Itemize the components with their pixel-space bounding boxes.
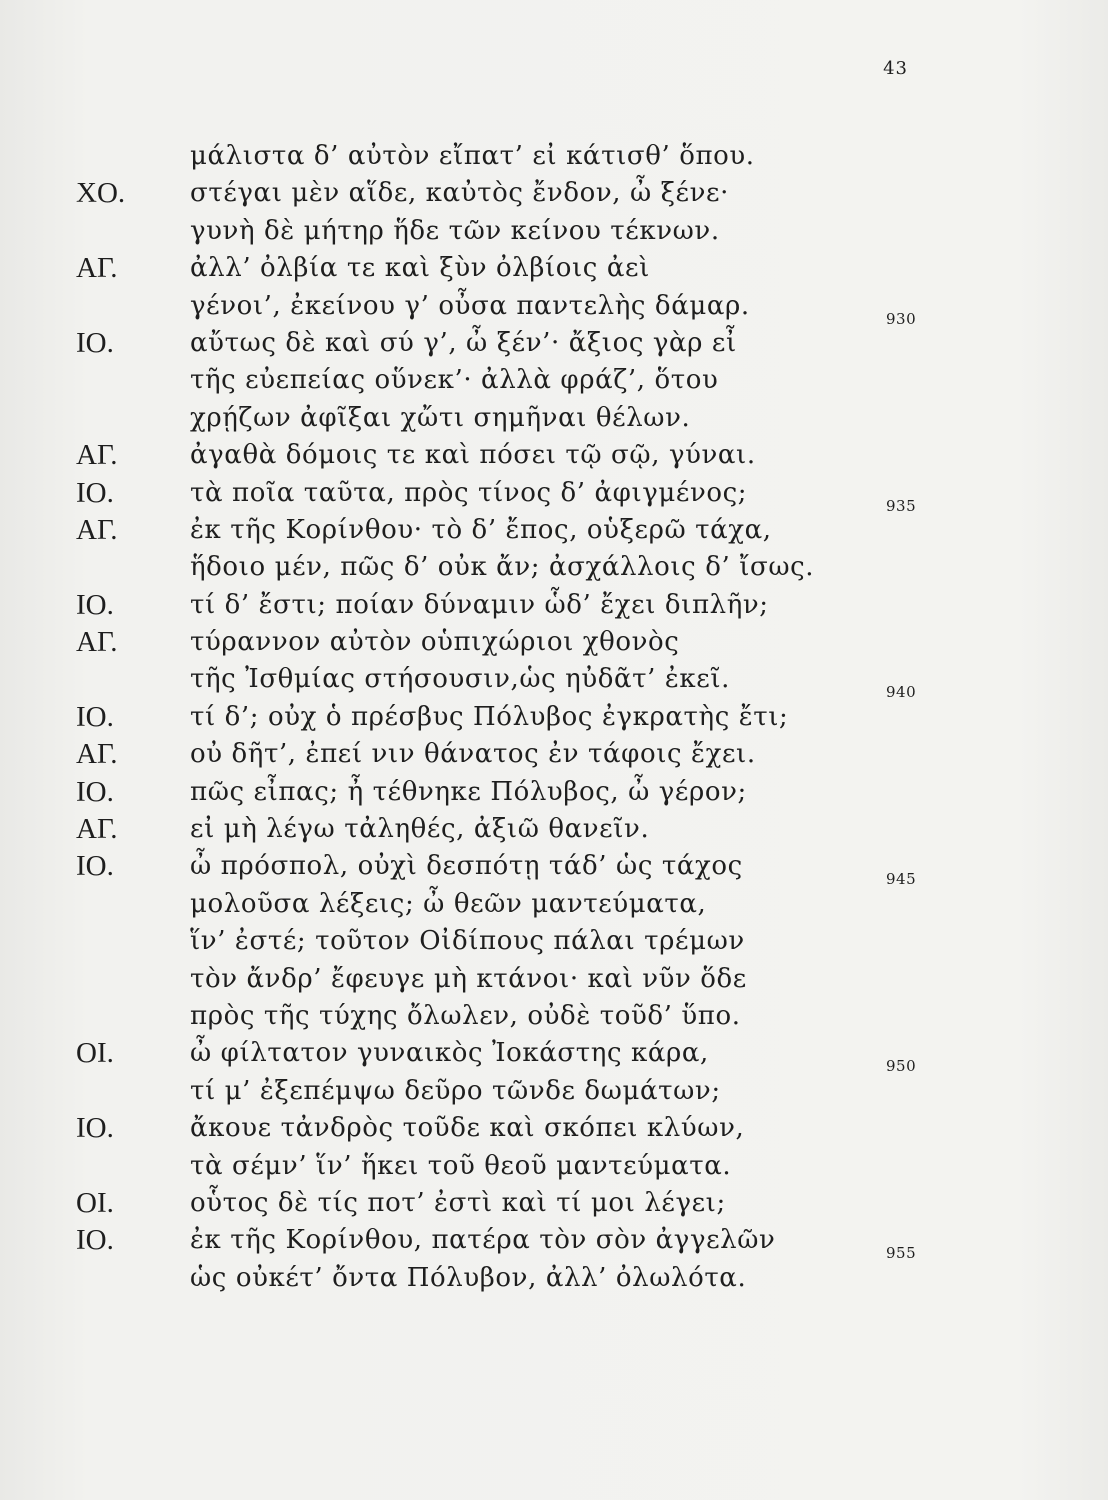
speaker-label: ΙΟ. [76, 700, 114, 733]
verse-line [0, 288, 1108, 328]
verse-line-text: ἄκουε τἀνδρὸς τοῦδε καὶ σκόπει κλύων, [190, 1113, 745, 1144]
verse-line-text: πῶς εἶπας; ἦ τέθνηκε Πόλυβος, ὦ γέρον; [190, 776, 747, 807]
verse-line [0, 250, 1108, 287]
verse-line-text: οὗτος δὲ τίς ποτ’ ἐστὶ καὶ τί μοι λέγει; [190, 1187, 726, 1218]
verse-line [0, 624, 1108, 661]
verse-line-text: τί δ’; οὐχ ὁ πρέσβυς Πόλυβος ἐγκρατὴς ἔτι; [190, 701, 789, 732]
verse-line-text: γένοι’, ἐκείνου γ’ οὖσα παντελὴς δάμαρ. [190, 290, 750, 321]
verse-line [0, 848, 1108, 889]
verse-line [0, 774, 1108, 811]
speaker-label: ΑΓ. [76, 813, 118, 846]
speaker-label: ΑΓ. [76, 738, 118, 771]
verse-line-text: τὸν ἄνδρ’ ἔφευγε μὴ κτάνοι· καὶ νῦν ὅδε [190, 963, 747, 994]
verse-line-text: χρῄζων ἀφῖξαι χὤτι σημῆναι θέλων. [190, 402, 691, 433]
verse-line-text: ὡς οὐκέτ’ ὄντα Πόλυβον, ἀλλ’ ὀλωλότα. [190, 1262, 747, 1293]
verse-line-text: στέγαι μὲν αἵδε, καὐτὸς ἔνδον, ὦ ξένε· [190, 178, 729, 209]
verse-line [0, 362, 1108, 399]
verse-line [0, 1073, 1108, 1110]
speaker-label: ΑΓ. [76, 252, 118, 285]
speaker-label: ΧΟ. [76, 177, 126, 210]
verse-line-text: τὰ σέμν’ ἵν’ ἥκει τοῦ θεοῦ μαντεύματα. [190, 1150, 732, 1181]
verse-line [0, 175, 1108, 212]
verse-line [0, 400, 1108, 437]
verse-line [0, 1222, 1108, 1263]
verse-line-text: ἵν’ ἐστέ; τοῦτον Οἰδίπους πάλαι τρέμων [190, 926, 745, 957]
verse-line-text: γυνὴ δὲ μήτηρ ἥδε τῶν κείνου τέκνων. [190, 215, 720, 246]
verse-line-text: τύραννον αὐτὸν οὑπιχώριοι χθονὸς [190, 627, 680, 658]
verse-line-text: τῆς εὐεπείας οὕνεκ’· ἀλλὰ φράζ’, ὅτου [190, 365, 719, 396]
speaker-label: ΙΟ. [76, 588, 114, 621]
verse-line [0, 1148, 1108, 1185]
speaker-label: ΙΟ. [76, 1224, 114, 1257]
verse-line-text: τὰ ποῖα ταῦτα, πρὸς τίνος δ’ ἀφιγμένος; [190, 477, 748, 508]
verse-line [0, 1185, 1108, 1222]
verse-line [0, 886, 1108, 923]
verse-line-text: τῆς Ἰσθμίας στήσουσιν,ὡς ηὐδᾶτ’ ἐκεῖ. [190, 664, 731, 695]
verse-line [0, 549, 1108, 586]
verse-line-text: ὦ πρόσπολ, οὐχὶ δεσπότῃ τάδ’ ὡς τάχος [190, 851, 743, 882]
verse-line-text: οὐ δῆτ’, ἐπεί νιν θάνατος ἐν τάφοις ἔχει. [190, 739, 756, 770]
verse-line-text: ἀγαθὰ δόμοις τε καὶ πόσει τῷ σῷ, γύναι. [190, 440, 756, 471]
verse-line-text: ἐκ τῆς Κορίνθου· τὸ δ’ ἔπος, οὑξερῶ τάχα, [190, 514, 772, 545]
speaker-label: ΑΓ. [76, 439, 118, 472]
page-number: 43 [883, 58, 908, 79]
verse-line [0, 699, 1108, 736]
verse-line [0, 213, 1108, 250]
verse-line [0, 437, 1108, 474]
verse-line [0, 961, 1108, 998]
line-number: 935 [886, 496, 917, 515]
verse-line [0, 587, 1108, 624]
speaker-label: ΑΓ. [76, 513, 118, 546]
verse-line [0, 512, 1108, 549]
verse-line-text: ἀλλ’ ὀλβία τε καὶ ξὺν ὀλβίοις ἀεὶ [190, 253, 650, 284]
verse-line-text: ὦ φίλτατον γυναικὸς Ἰοκάστης κάρα, [190, 1038, 709, 1069]
speaker-label: ΙΟ. [76, 1112, 114, 1145]
verse-line-text: πρὸς τῆς τύχης ὄλωλεν, οὐδὲ τοῦδ’ ὕπο. [190, 1000, 741, 1031]
verse-line-text: τί δ’ ἔστι; ποίαν δύναμιν ὧδ’ ἔχει διπλῆν; [190, 589, 769, 620]
verse-line-text: μάλιστα δ’ αὐτὸν εἴπατ’ εἰ κάτισθ’ ὅπου. [190, 141, 755, 171]
verse-text [0, 138, 1108, 1297]
verse-line [0, 661, 1108, 702]
speaker-label: ΟΙ. [76, 1037, 114, 1070]
verse-line [0, 1035, 1108, 1076]
verse-line-text: τί μ’ ἐξεπέμψω δεῦρο τῶνδε δωμάτων; [190, 1075, 721, 1106]
speaker-label: ΟΙ. [76, 1186, 114, 1219]
verse-line [0, 811, 1108, 848]
verse-line-text: ἥδοιο μέν, πῶς δ’ οὐκ ἄν; ἀσχάλλοις δ’ ἴσως. [190, 552, 815, 583]
speaker-label: ΙΟ. [76, 775, 114, 808]
verse-line [0, 923, 1108, 960]
verse-line-text: ἐκ τῆς Κορίνθου, πατέρα τὸν σὸν ἀγγελῶν [190, 1225, 776, 1256]
verse-line [0, 475, 1108, 515]
speaker-label: ΙΟ. [76, 326, 114, 359]
verse-line-text: εἰ μὴ λέγω τἀληθές, ἀξιῶ θανεῖν. [190, 814, 650, 845]
speaker-label: ΙΟ. [76, 476, 114, 509]
verse-line [0, 138, 1108, 175]
verse-line [0, 1260, 1108, 1297]
verse-line-text: μολοῦσα λέξεις; ὦ θεῶν μαντεύματα, [190, 888, 707, 919]
line-number: 940 [886, 683, 917, 702]
line-number: 950 [886, 1057, 917, 1076]
verse-line [0, 736, 1108, 773]
line-number: 945 [886, 870, 917, 889]
speaker-label: ΑΓ. [76, 626, 118, 659]
verse-line [0, 325, 1108, 362]
verse-line [0, 1110, 1108, 1147]
speaker-label: ΙΟ. [76, 850, 114, 883]
verse-line [0, 998, 1108, 1035]
line-number: 955 [886, 1244, 917, 1263]
line-number: 930 [886, 309, 917, 328]
verse-line-text: αὔτως δὲ καὶ σύ γ’, ὦ ξέν’· ἄξιος γὰρ εἶ [190, 327, 737, 358]
